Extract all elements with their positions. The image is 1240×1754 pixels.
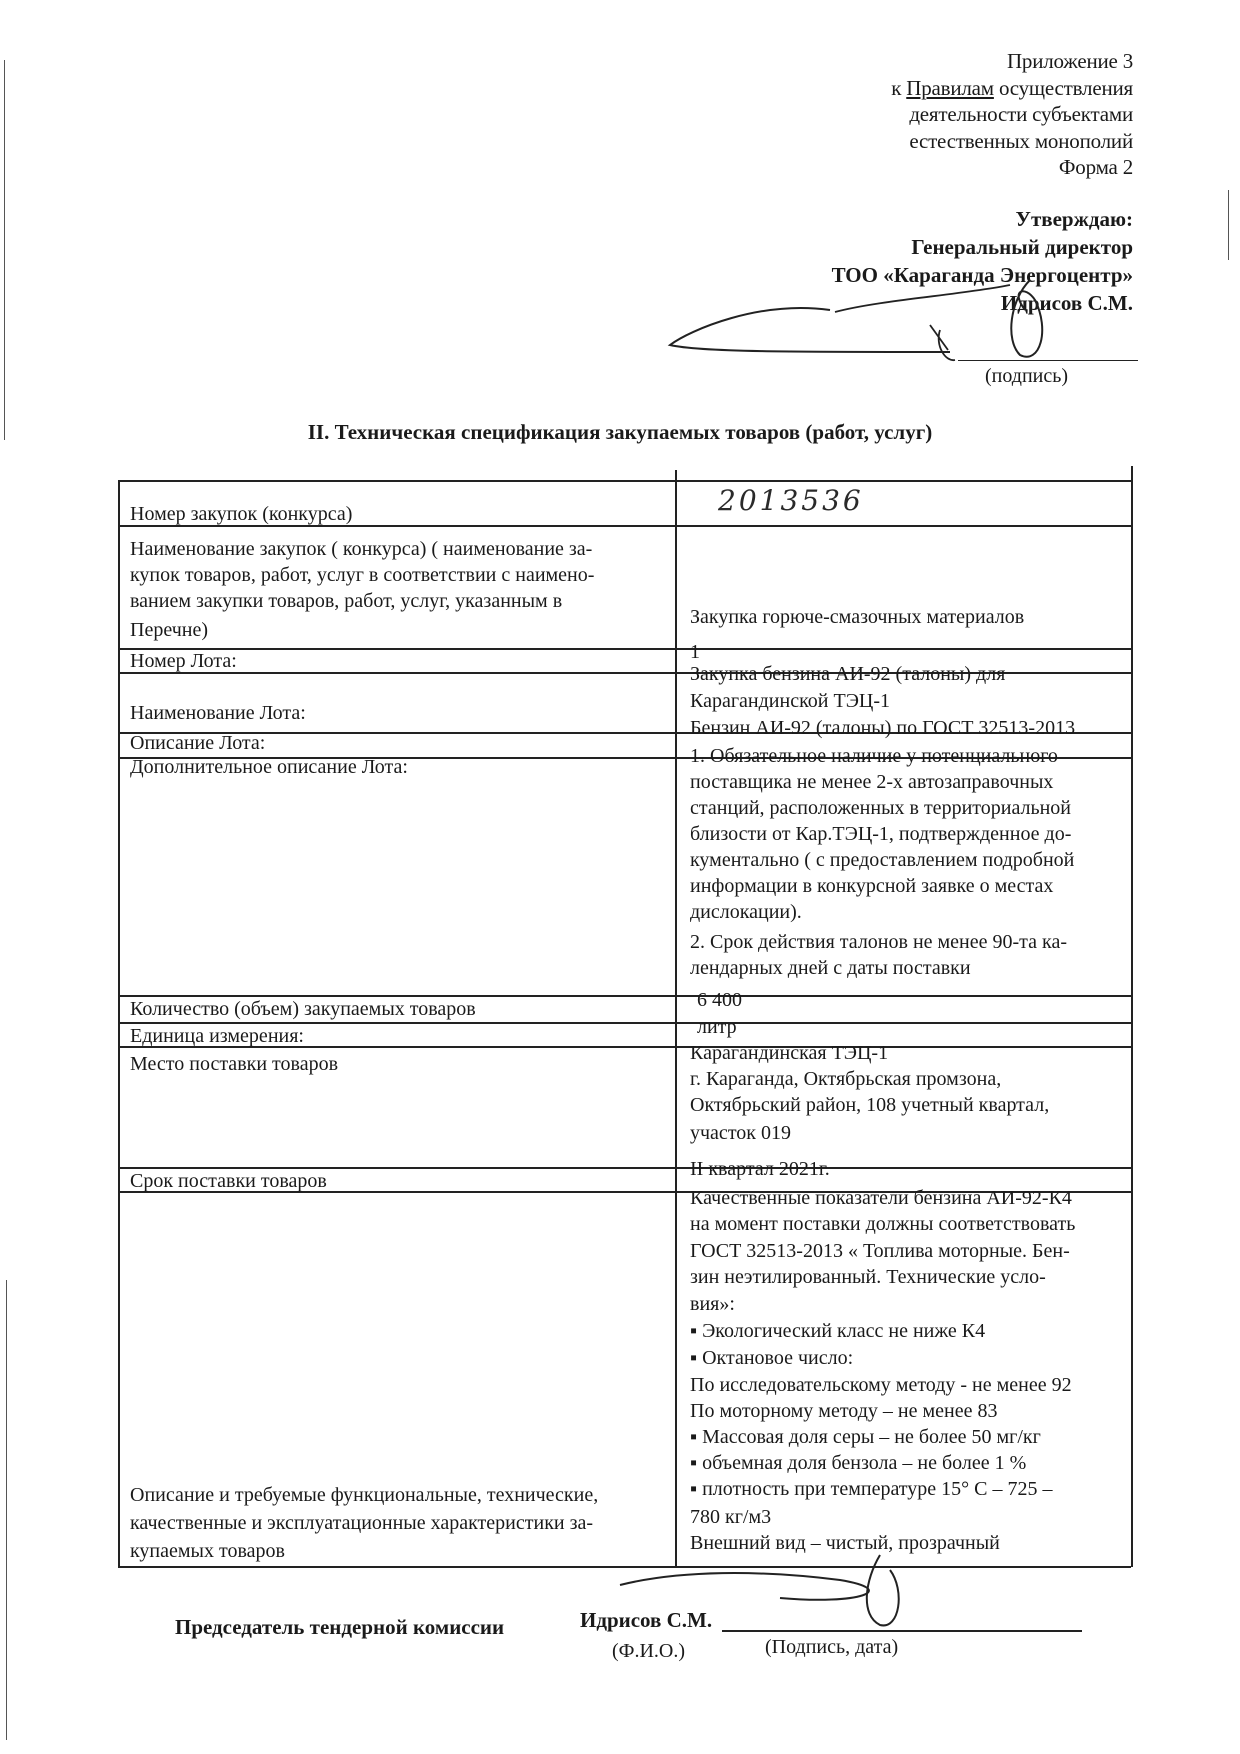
rules-link: Правилам <box>906 75 994 100</box>
characteristics-line: зин неэтилированный. Технические усло- <box>690 1266 1046 1288</box>
scan-margin-mark <box>1228 190 1229 260</box>
annex-text: осуществления <box>993 75 1133 100</box>
lot-name-value-line: Закупка бензина АИ-92 (талоны) для <box>690 663 1006 685</box>
approval-company: ТОО «Караганда Энергоцентр» <box>831 263 1133 287</box>
characteristics-label-line: Описание и требуемые функциональные, технические, <box>130 1484 599 1506</box>
annex-line: Приложение 3 <box>1006 49 1133 73</box>
characteristics-line: ▪ Октановое число: <box>690 1347 854 1369</box>
lot-description-value: Бензин АИ-92 (талоны) по ГОСТ 32513-2013 <box>690 717 1076 739</box>
additional-description-line: информации в конкурсной заявке о местах <box>690 875 1054 897</box>
approval-block <box>832 205 1133 317</box>
unit-value: литр <box>697 1016 737 1038</box>
additional-description-line: 1. Обязательное наличие у потенциального <box>690 745 1058 767</box>
table-border-top <box>118 480 1131 482</box>
characteristics-line: ▪ плотность при температуре 15° С – 725 – <box>690 1478 1053 1500</box>
procurement-name-label-line: Перечне) <box>130 619 208 641</box>
quantity-value: 6 400 <box>697 989 742 1011</box>
additional-description-label: Дополнительное описание Лота: <box>130 756 408 778</box>
delivery-place-label: Место поставки товаров <box>130 1053 339 1075</box>
characteristics-label-line: купаемых товаров <box>130 1540 285 1562</box>
lot-name-label: Наименование Лота: <box>130 702 306 724</box>
signature-line <box>958 360 1138 361</box>
chairman-name: Идрисов С.М. <box>580 1608 713 1632</box>
procurement-number-label: Номер закупок (конкурса) <box>130 503 353 525</box>
chairman-label: Председатель тендерной комиссии <box>175 1615 505 1639</box>
characteristics-label-line: качественные и эксплуатационные характеристики за- <box>130 1512 594 1534</box>
signature-caption: (подпись) <box>985 365 1069 387</box>
characteristics-line: Внешний вид – чистый, прозрачный <box>690 1532 1000 1554</box>
fio-caption: (Ф.И.О.) <box>612 1640 686 1662</box>
unit-label: Единица измерения: <box>130 1025 304 1047</box>
delivery-place-line: г. Караганда, Октябрьская промзона, <box>690 1068 1002 1090</box>
quantity-label: Количество (объем) закупаемых товаров <box>130 998 476 1020</box>
annex-line <box>891 75 1133 102</box>
lot-number-value: 1 <box>690 641 700 663</box>
table-border-right <box>1131 466 1133 1567</box>
page-title: II. Техническая спецификация закупаемых товаров (работ, услуг) <box>307 420 933 444</box>
characteristics-line: на момент поставки должны соответствовать <box>690 1213 1076 1235</box>
approval-position: Генеральный директор <box>911 235 1133 259</box>
characteristics-line: По исследовательскому методу - не менее 92 <box>690 1374 1072 1396</box>
characteristics-line: Качественные показатели бензина АИ-92-К4 <box>690 1187 1072 1209</box>
procurement-name-value: Закупка горюче-смазочных материалов <box>690 606 1025 628</box>
delivery-term-value: II квартал 2021г. <box>690 1158 830 1180</box>
characteristics-line: ▪ Экологический класс не ниже К4 <box>690 1320 986 1342</box>
additional-description-line: дислокации). <box>690 901 802 923</box>
additional-description-line: 2. Срок действия талонов не менее 90-та ка- <box>690 931 1067 953</box>
characteristics-line: ▪ Массовая доля серы – не более 50 мг/кг <box>690 1426 1041 1448</box>
lot-name-value-line: Карагандинской ТЭЦ-1 <box>690 690 890 712</box>
annex-text: к <box>891 75 907 100</box>
scan-margin-mark <box>6 1280 7 1740</box>
annex-header <box>891 48 1133 181</box>
sign-date-caption: (Подпись, дата) <box>765 1636 899 1658</box>
characteristics-line: ▪ объемная доля бензола – не более 1 % <box>690 1452 1027 1474</box>
chairman-signature-line <box>722 1630 1082 1632</box>
approval-heading: Утверждаю: <box>1015 207 1133 231</box>
row-divider <box>118 648 1131 650</box>
additional-description-line: станций, расположенных в территориальной <box>690 797 1072 819</box>
annex-line: естественных монополий <box>909 128 1133 153</box>
procurement-number-value: 2013536 <box>718 484 864 517</box>
additional-description-line: лендарных дней с даты поставки <box>690 957 971 979</box>
characteristics-line: вия»: <box>690 1293 735 1315</box>
lot-number-label: Номер Лота: <box>130 650 237 672</box>
procurement-name-label-line: Наименование закупок ( конкурса) ( наименование за- <box>130 538 593 560</box>
procurement-name-label-line: ванием закупки товаров, работ, услуг, указанным в <box>130 590 563 612</box>
additional-description-line: поставщика не менее 2-х автозаправочных <box>690 771 1054 793</box>
scan-margin-mark <box>4 60 5 440</box>
table-border-middle <box>675 470 677 1567</box>
delivery-place-line: Октябрьский район, 108 учетный квартал, <box>690 1094 1050 1116</box>
table-border-bottom <box>118 1566 1131 1568</box>
characteristics-line: ГОСТ 32513-2013 « Топлива моторные. Бен- <box>690 1240 1070 1262</box>
additional-description-line: близости от Кар.ТЭЦ-1, подтвержденное до- <box>690 823 1072 845</box>
characteristics-line: 780 кг/м3 <box>690 1506 772 1528</box>
delivery-place-line: Карагандинская ТЭЦ-1 <box>690 1042 889 1064</box>
delivery-term-label: Срок поставки товаров <box>130 1170 327 1192</box>
additional-description-line: кументально ( с предоставлением подробной <box>690 849 1075 871</box>
delivery-place-line: участок 019 <box>690 1122 792 1144</box>
annex-line: деятельности субъектами <box>909 102 1133 126</box>
characteristics-line: По моторному методу – не менее 83 <box>690 1400 998 1422</box>
table-border-left <box>118 480 120 1567</box>
lot-description-label: Описание Лота: <box>130 732 266 754</box>
approval-name: Идрисов С.М. <box>1000 291 1133 315</box>
form-number: Форма 2 <box>1058 155 1133 179</box>
procurement-name-label-line: купок товаров, работ, услуг в соответствии с наимено- <box>130 564 595 586</box>
